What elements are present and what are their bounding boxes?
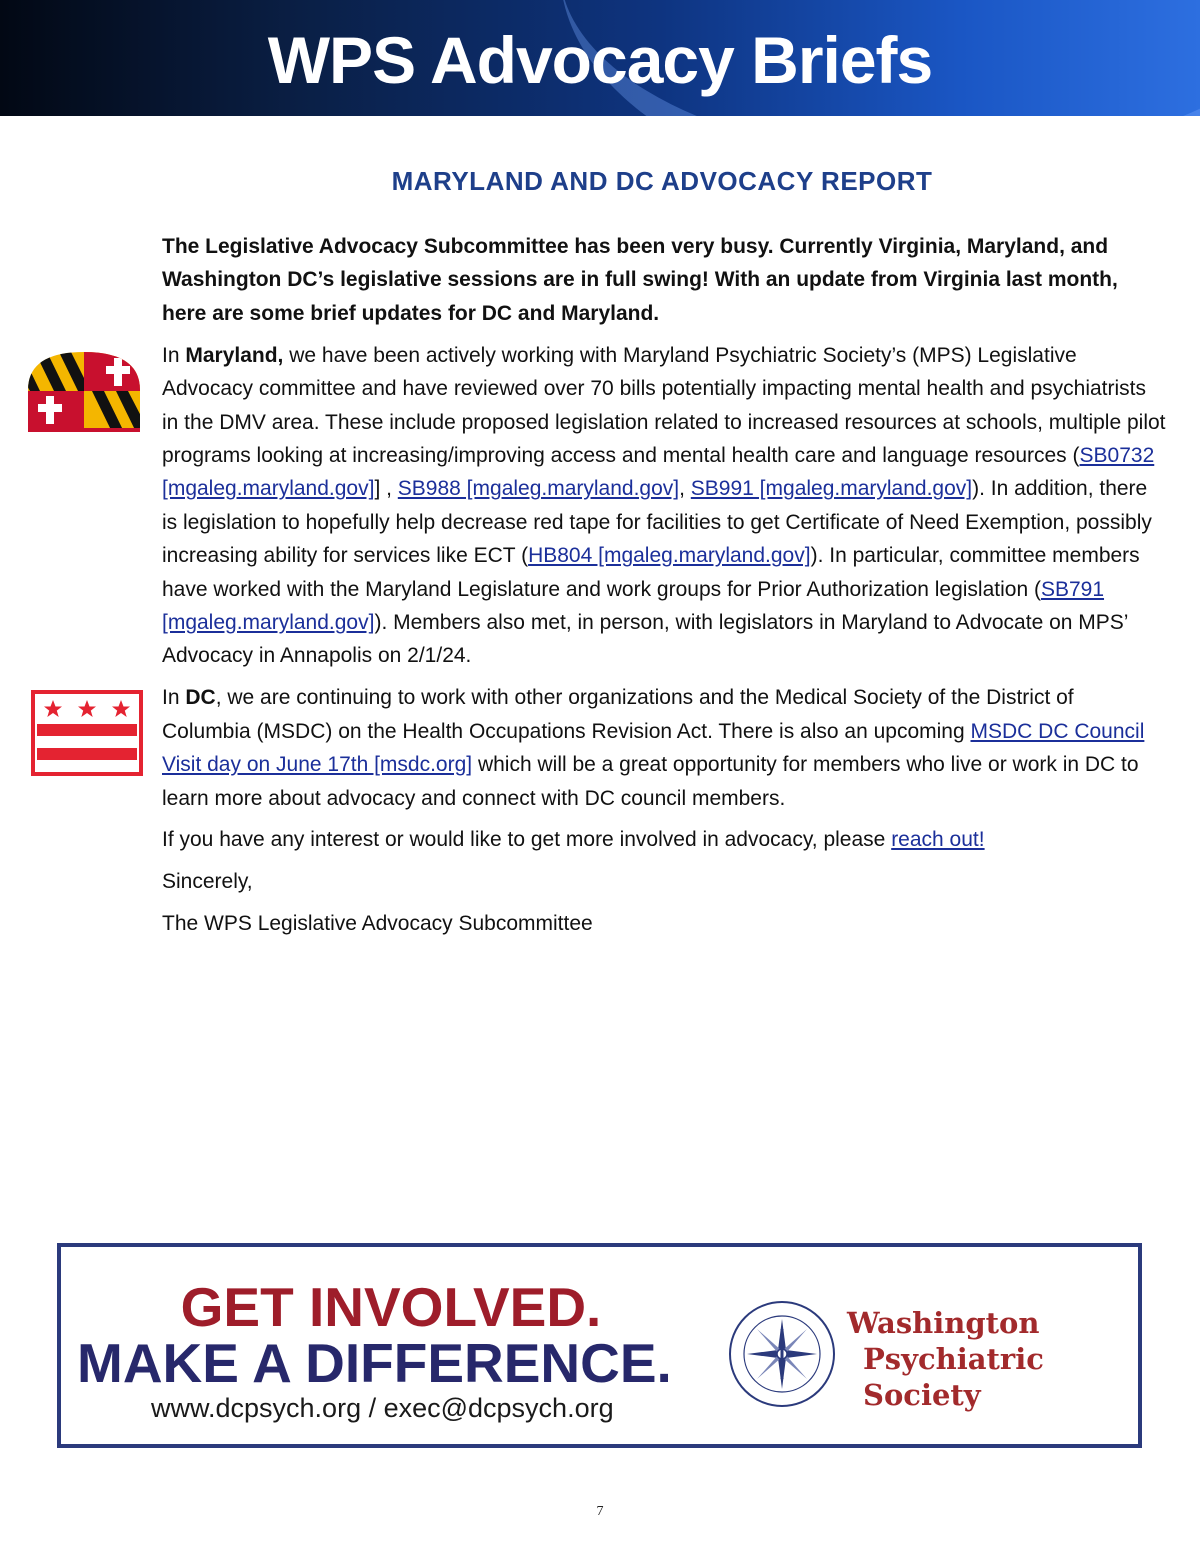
- newsletter-title: WPS Advocacy Briefs: [267, 23, 933, 97]
- link-reach-out[interactable]: reach out!: [891, 828, 985, 852]
- promo-headline-2: MAKE A DIFFERENCE.: [77, 1332, 672, 1394]
- text-segment: ). In addition, there is legislation to hopefully help decrease red tape for facilities to get Certificate of Need Exemption, possibly increasing ability for services like ECT (: [162, 477, 1152, 568]
- text-segment: If you have any interest or would like to get more involved in advocacy, please: [162, 828, 892, 852]
- promo-contact: www.dcpsych.org / exec@dcpsych.org: [151, 1393, 614, 1423]
- text-segment: we have been actively working with Maryland Psychiatric Society’s (MPS) Legislative Advocacy committee and have reviewed over 70 bills potentially impacting mental health and psychiatrists in the DMV area. These include proposed legislation related to increased resources at schools, multiple pilot programs looking at increasing/improving access and mental health care and language resources (: [162, 343, 1166, 467]
- page-number: 7: [596, 1504, 604, 1519]
- text-segment: ,: [679, 477, 691, 501]
- promo-headline-1: GET INVOLVED.: [180, 1276, 602, 1338]
- text-segment: , we are continuing to work with other organizations and the Medical Society of the District of Columbia (MSDC) on the Health Occupations Revision Act. There is also an upcoming: [162, 686, 1074, 743]
- article-body: [162, 230, 1168, 949]
- link-sb988[interactable]: SB988 [mgaleg.maryland.gov]: [397, 477, 680, 501]
- dc-flag-icon: [31, 690, 143, 776]
- wps-seal-icon: [727, 1299, 837, 1409]
- signature: The WPS Legislative Advocacy Subcommittee: [162, 912, 593, 936]
- text-segment: ). In particular, committee members have worked with the Maryland Legislature and work groups for Prior Authorization legislation (: [162, 544, 1140, 601]
- text-segment: In: [162, 686, 186, 710]
- state-name-maryland: Maryland,: [185, 343, 284, 367]
- link-sb791[interactable]: SB791 [mgaleg.maryland.gov]: [162, 577, 1105, 634]
- dc-paragraph: [162, 681, 1168, 815]
- link-hb804[interactable]: HB804 [mgaleg.maryland.gov]: [528, 544, 811, 568]
- text-segment: In: [162, 343, 186, 367]
- maryland-paragraph: [162, 339, 1168, 673]
- link-sb0732[interactable]: SB0732 [mgaleg.maryland.gov]: [162, 443, 1155, 501]
- link-sb991[interactable]: SB991 [mgaleg.maryland.gov]: [690, 477, 973, 501]
- closing-salutation: Sincerely,: [162, 870, 253, 894]
- text-segment: which will be a great opportunity for members who live or work in DC to learn more about advocacy and connect with DC council members.: [162, 753, 1139, 810]
- org-name: [847, 1305, 1138, 1413]
- interest-paragraph: [162, 823, 1168, 856]
- report-title: MARYLAND AND DC ADVOCACY REPORT: [391, 166, 933, 196]
- link-msdc-council-visit[interactable]: MSDC DC Council Visit day on June 17th [msdc.org]: [162, 719, 1145, 777]
- maryland-flag-icon: [26, 350, 142, 432]
- intro-paragraph: The Legislative Advocacy Subcommittee has been very busy. Currently Virginia, Maryland, and Washington DC’s legislative sessions are in full swing! With an update from Virginia last month, here are some brief updates for DC and Maryland.: [162, 235, 1118, 325]
- text-segment: ). Members also met, in person, with legislators in Maryland to Advocate on MPS’ Advocacy in Annapolis on 2/1/24.: [162, 610, 1128, 668]
- state-name-dc: DC: [185, 686, 216, 710]
- header-banner: [0, 0, 1200, 116]
- org-name-line-1: Washington: [847, 1306, 1040, 1340]
- promo-box: [57, 1243, 1142, 1448]
- org-name-line-2: Psychiatric Society: [863, 1342, 1044, 1412]
- text-segment: ] ,: [374, 477, 398, 501]
